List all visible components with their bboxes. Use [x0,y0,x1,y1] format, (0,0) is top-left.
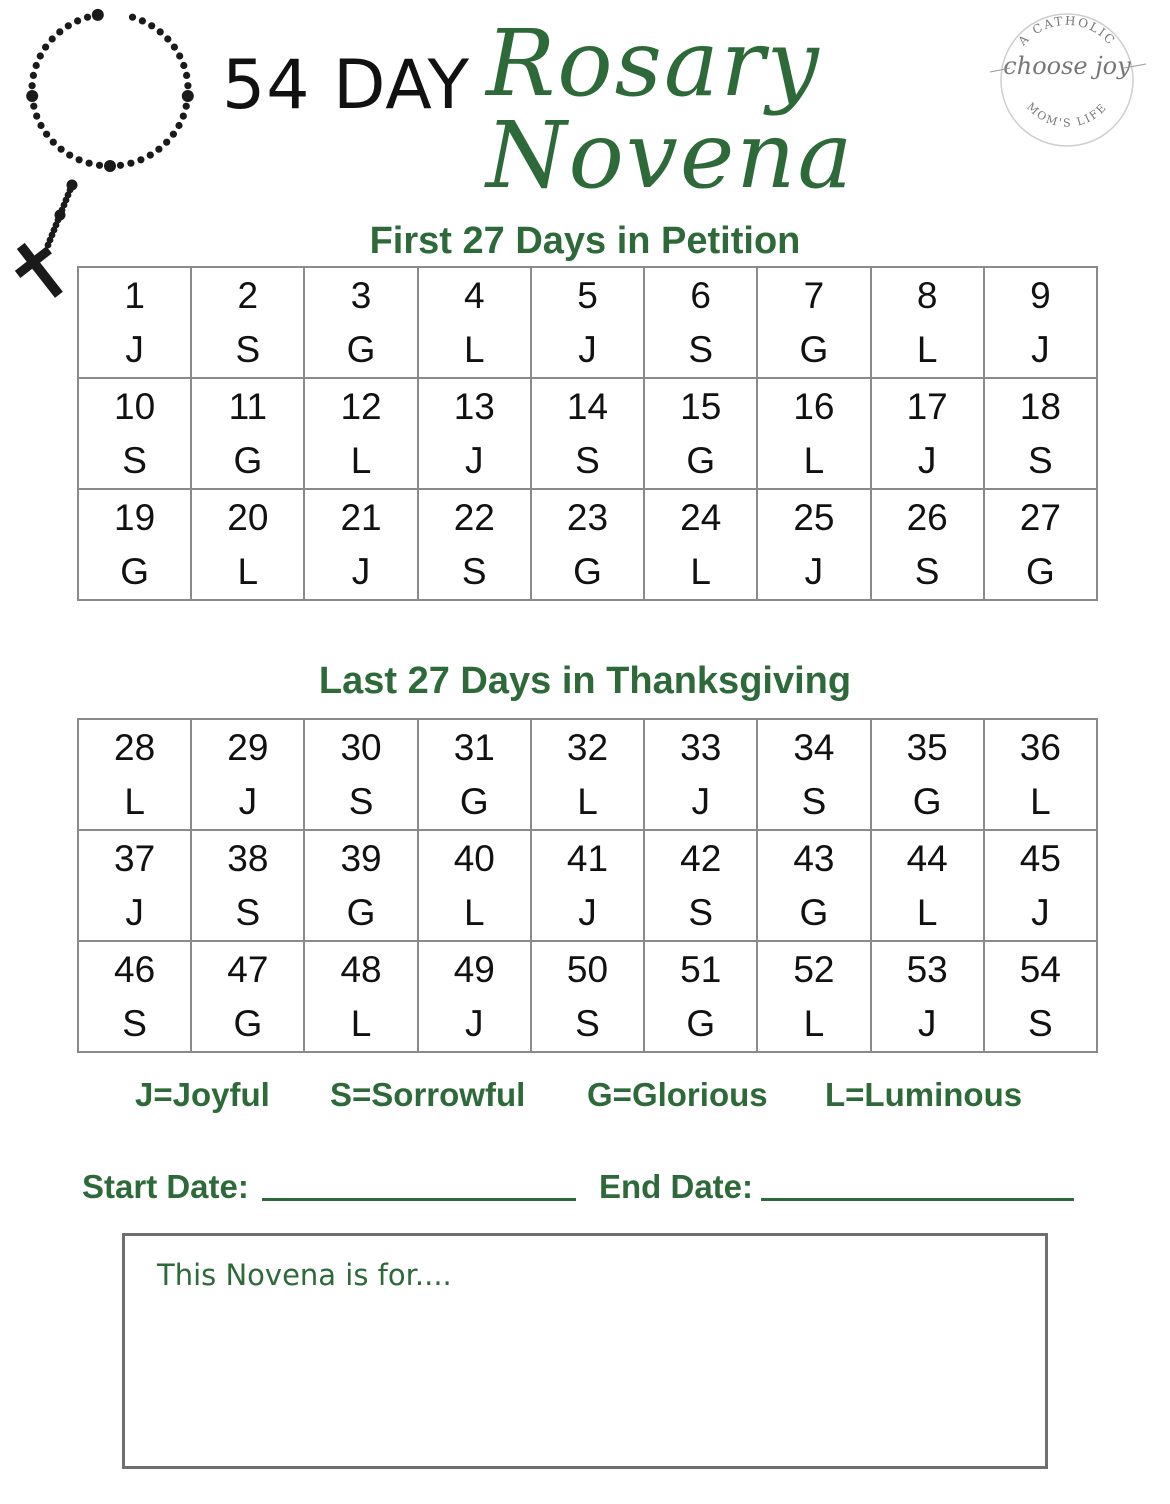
mystery-letter: J [351,550,371,592]
day-number: 1 [124,274,145,316]
day-cell [644,267,757,378]
mysteries-legend [0,1076,1170,1120]
svg-text:MOM'S LIFE: MOM'S LIFE [1023,100,1110,130]
rosary-bead [30,103,37,110]
day-number: 52 [793,948,835,990]
day-number: 6 [690,274,711,316]
mystery-letter: L [350,1002,372,1044]
rosary-bead [163,139,170,146]
mystery-letter: S [688,328,714,370]
mystery-letter: J [917,439,937,481]
day-number: 8 [916,274,938,316]
day-number: 36 [1019,726,1061,768]
svg-text:A CATHOLIC: A CATHOLIC [1015,13,1119,49]
day-number: 26 [906,496,948,538]
day-cell [757,941,870,1052]
rosary-bead [148,22,155,29]
mystery-letter: J [1031,328,1050,370]
day-number: 19 [114,496,156,538]
mystery-letter: J [125,891,144,933]
mystery-letter: S [1028,439,1053,481]
day-cell [531,378,644,489]
day-cell [757,489,870,600]
day-number: 30 [340,726,382,768]
day-cell [304,830,417,941]
day-number: 4 [463,274,485,316]
day-cell [871,719,984,830]
mystery-letter: S [688,891,714,933]
petition-title: First 27 Days in Petition [369,220,801,262]
thanksgiving-title: Last 27 Days in Thanksgiving [318,660,852,702]
start-date-line[interactable] [262,1198,576,1201]
day-number: 49 [453,948,495,990]
rosary-bead [170,131,177,138]
rosary-bead [180,113,187,120]
page-title: 54 DAY [222,46,471,125]
day-number: 48 [340,948,382,990]
mystery-letter: G [346,891,376,933]
day-number: 41 [566,837,609,879]
mystery-letter: G [346,328,376,370]
mystery-letter: J [578,328,597,370]
day-number: 33 [680,726,722,768]
legend-joyful: J=Joyful [135,1076,270,1113]
mystery-letter: J [1031,891,1050,933]
day-cell [757,378,870,489]
mystery-letter: S [801,780,827,822]
day-number: 43 [793,837,835,879]
day-cell [418,941,531,1052]
day-cell [191,830,304,941]
mystery-letter: S [1028,1002,1053,1044]
page-title-script: Rosary Novena [486,10,855,209]
day-number: 14 [566,385,609,427]
day-cell [418,719,531,830]
day-cell [871,378,984,489]
day-number: 46 [114,948,156,990]
mystery-letter: G [459,780,489,822]
rosary-bead [139,17,146,24]
day-cell [644,941,757,1052]
day-cell [191,378,304,489]
day-cell [531,719,644,830]
day-number: 10 [114,385,156,427]
date-fields [0,1168,1170,1214]
end-date-label: End Date: [599,1168,754,1205]
day-number: 22 [453,496,495,538]
day-cell [644,830,757,941]
mystery-letter: G [233,439,263,481]
day-number: 31 [453,726,495,768]
day-cell [418,489,531,600]
day-cell [418,267,531,378]
rosary-bead [184,82,191,89]
day-cell [644,719,757,830]
day-number: 23 [566,496,609,538]
rosary-bead [84,14,91,21]
day-cell [644,378,757,489]
day-cell [191,489,304,600]
rosary-bead [66,152,73,159]
rosary-bead [86,160,93,167]
rosary-bead [37,122,44,129]
day-cell [757,830,870,941]
day-number: 29 [227,726,269,768]
day-cell [78,267,191,378]
day-cell [871,830,984,941]
rosary-bead [33,62,40,69]
mystery-letter: G [912,780,942,822]
mystery-letter: S [348,780,374,822]
mystery-letter: L [690,550,711,592]
day-number: 11 [228,385,268,427]
rosary-bead [183,103,190,110]
day-number: 25 [793,496,835,538]
day-cell [304,489,417,600]
mystery-letter: S [914,550,940,592]
day-number: 13 [453,385,495,427]
mystery-letter: J [578,891,597,933]
rosary-bead [56,28,63,35]
day-cell [984,830,1097,941]
day-cell [78,941,191,1052]
rosary-bead [74,17,81,24]
mystery-letter: S [122,1002,147,1044]
day-number: 53 [906,948,948,990]
day-cell [191,267,304,378]
rosary-bead [164,35,171,42]
rosary-bead [157,28,164,35]
day-number: 17 [906,385,948,427]
mystery-letter: J [465,439,484,481]
mystery-letter: J [125,328,144,370]
day-number: 18 [1019,385,1061,427]
day-cell [304,378,417,489]
rosary-bead [155,146,162,153]
svg-text:choose joy: choose joy [1003,52,1131,80]
day-number: 34 [793,726,835,768]
grid-row [78,719,1097,830]
rosary-bead [37,52,44,59]
novena-intention-label: This Novena is for.... [157,1258,452,1292]
mystery-letter: G [799,328,829,370]
mystery-letter: G [686,1002,716,1044]
novena-intention-box[interactable] [122,1233,1048,1469]
mystery-letter: L [803,439,825,481]
day-number: 40 [453,837,495,879]
day-number: 35 [906,726,948,768]
mystery-letter: S [461,550,487,592]
start-date-label: Start Date: [82,1168,249,1205]
rosary-bead [176,52,183,59]
day-cell [531,489,644,600]
mystery-letter: G [799,891,829,933]
grid-row [78,830,1097,941]
day-cell [984,267,1097,378]
mystery-letter: J [238,780,258,822]
mystery-letter: S [122,439,147,481]
mystery-letter: G [120,550,149,592]
mystery-letter: L [803,1002,825,1044]
day-cell [418,830,531,941]
day-cell [304,719,417,830]
day-number: 3 [350,274,372,316]
day-number: 9 [1030,274,1051,316]
day-cell [984,941,1097,1052]
day-cell [757,267,870,378]
day-cell [191,719,304,830]
day-cell [871,941,984,1052]
day-number: 32 [566,726,609,768]
mystery-letter: G [686,439,716,481]
day-number: 38 [227,837,269,879]
mystery-letter: J [691,780,710,822]
mystery-letter: S [235,891,261,933]
day-number: 20 [227,496,269,538]
rosary-bead [183,72,190,79]
mystery-letter: L [463,891,485,933]
day-number: 15 [680,385,722,427]
mystery-letter: L [463,328,485,370]
day-cell [304,267,417,378]
mystery-letter: L [1030,780,1051,822]
legend-glorious: G=Glorious [587,1076,768,1113]
mystery-letter: G [573,550,602,592]
rosary-bead [147,152,154,159]
day-cell [531,830,644,941]
day-number: 51 [680,948,722,990]
rosary-bead [175,122,182,129]
mystery-letter: S [235,328,261,370]
day-number: 28 [114,726,156,768]
day-number: 2 [237,274,259,316]
day-cell [78,830,191,941]
rosary-bead [42,44,49,51]
day-cell [78,719,191,830]
day-number: 54 [1019,948,1061,990]
day-number: 50 [566,948,609,990]
day-number: 21 [340,496,382,538]
rosary-bead [171,44,178,51]
grid-row [78,941,1097,1052]
grid-row [78,267,1097,378]
day-cell [78,378,191,489]
rosary-bead [96,162,103,169]
day-number: 24 [680,496,722,538]
rosary-bead [129,14,136,21]
grid-row [78,378,1097,489]
day-number: 37 [114,837,156,879]
day-cell [871,267,984,378]
rosary-bead [30,72,37,79]
day-cell [984,489,1097,600]
rosary-bead [58,146,65,153]
day-cell [984,719,1097,830]
day-number: 39 [340,837,382,879]
mystery-letter: L [916,891,938,933]
rosary-bead [137,156,144,163]
rosary-bead [180,62,187,69]
day-number: 44 [906,837,948,879]
petition-grid [77,266,1098,601]
mystery-letter: S [575,439,600,481]
mystery-letter: S [575,1002,600,1044]
rosary-bead [49,35,56,42]
day-cell [984,378,1097,489]
mystery-letter: L [237,550,259,592]
mystery-letter: J [465,1002,484,1044]
day-number: 45 [1019,837,1061,879]
mystery-letter: L [577,780,598,822]
day-number: 7 [803,274,825,316]
day-cell [418,378,531,489]
mystery-letter: G [1025,550,1055,592]
end-date-line[interactable] [761,1198,1074,1201]
mystery-letter: J [917,1002,937,1044]
mystery-letter: L [350,439,372,481]
day-number: 47 [227,948,269,990]
grid-row [78,489,1097,600]
day-cell [191,941,304,1052]
legend-sorrowful: S=Sorrowful [330,1076,526,1113]
rosary-bead [117,162,124,169]
day-number: 12 [340,385,382,427]
rosary-bead [127,160,134,167]
day-cell [871,489,984,600]
day-number: 27 [1019,496,1061,538]
thanksgiving-grid [77,718,1098,1053]
legend-luminous: L=Luminous [825,1076,1023,1113]
day-cell [757,719,870,830]
rosary-bead [76,156,83,163]
day-cell [304,941,417,1052]
day-cell [78,489,191,600]
rosary-bead [182,90,194,102]
rosary-bead [65,22,72,29]
rosary-bead [104,160,116,172]
rosary-bead [43,131,50,138]
day-cell [531,941,644,1052]
day-number: 42 [680,837,722,879]
mystery-letter: L [916,328,938,370]
mystery-letter: J [804,550,824,592]
rosary-bead [26,90,38,102]
mystery-letter: L [124,780,145,822]
rosary-bead [28,82,35,89]
day-cell [531,267,644,378]
choose-joy-logo [982,4,1152,154]
rosary-bead [33,113,40,120]
day-number: 5 [577,274,598,316]
mystery-letter: G [233,1002,263,1044]
day-number: 16 [793,385,835,427]
day-cell [644,489,757,600]
rosary-bead [50,139,57,146]
rosary-bead [92,9,104,21]
